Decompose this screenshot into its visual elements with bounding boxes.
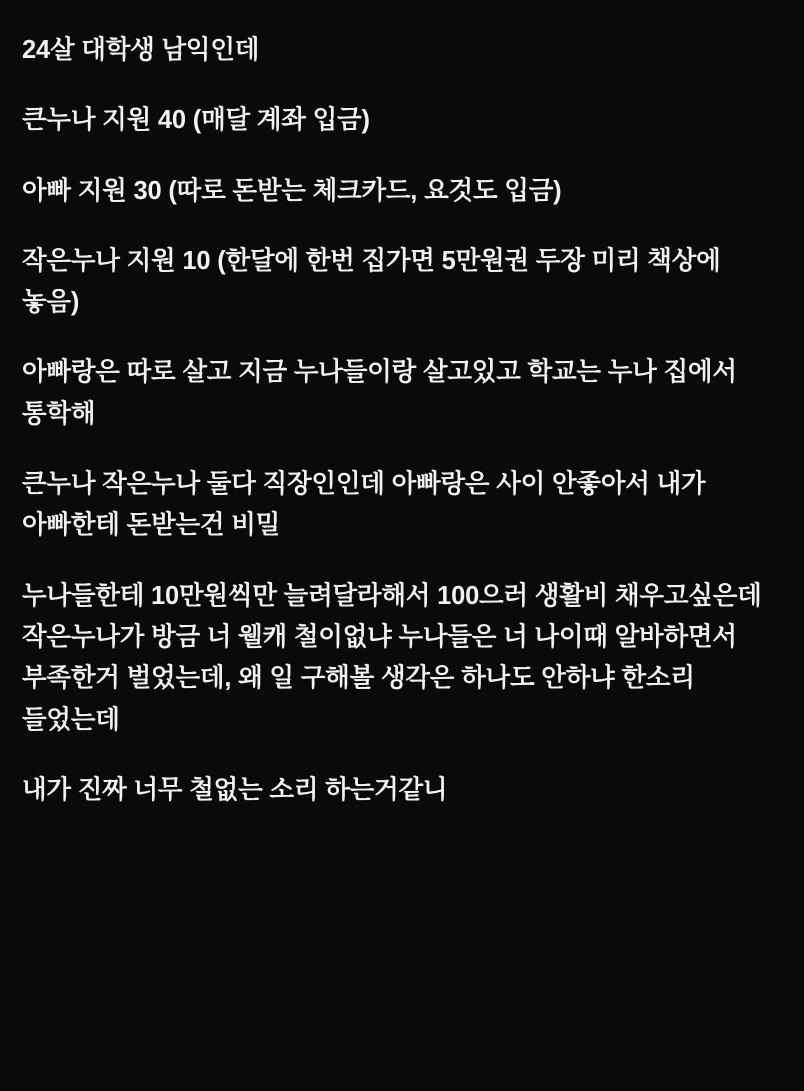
post-paragraph: 큰누나 작은누나 둘다 직장인인데 아빠랑은 사이 안좋아서 내가 아빠한테 돈받는건 비밀 [22,470,713,540]
post-paragraph: 누나들한테 10만원씩만 늘려달라해서 100으러 생활비 채우고싶은데 작은누나가 방금 너 웰캐 철이없냐 누나들은 너 나이때 알바하면서 부족한거 벌었는데, 왜 일 구해볼 생각은 하나도 안하냐 한소리 들었는데 [22,581,769,734]
post-paragraph: 작은누나 지원 10 (한달에 한번 집가면 5만원권 두장 미리 책상에 놓음) [22,246,728,317]
post-paragraph: 아빠 지원 30 (따로 돈받는 체크카드, 요것도 입금) [22,176,562,205]
post-paragraph: 아빠랑은 따로 살고 지금 누나들이랑 살고있고 학교는 누나 집에서 통학해 [22,358,744,428]
post-paragraph: 24살 대학생 남익인데 [22,36,260,64]
post-paragraph: 큰누나 지원 40 (매달 계좌 입금) [22,106,370,135]
post-paragraph: 내가 진짜 너무 철없는 소리 하는거같니 [22,775,448,804]
